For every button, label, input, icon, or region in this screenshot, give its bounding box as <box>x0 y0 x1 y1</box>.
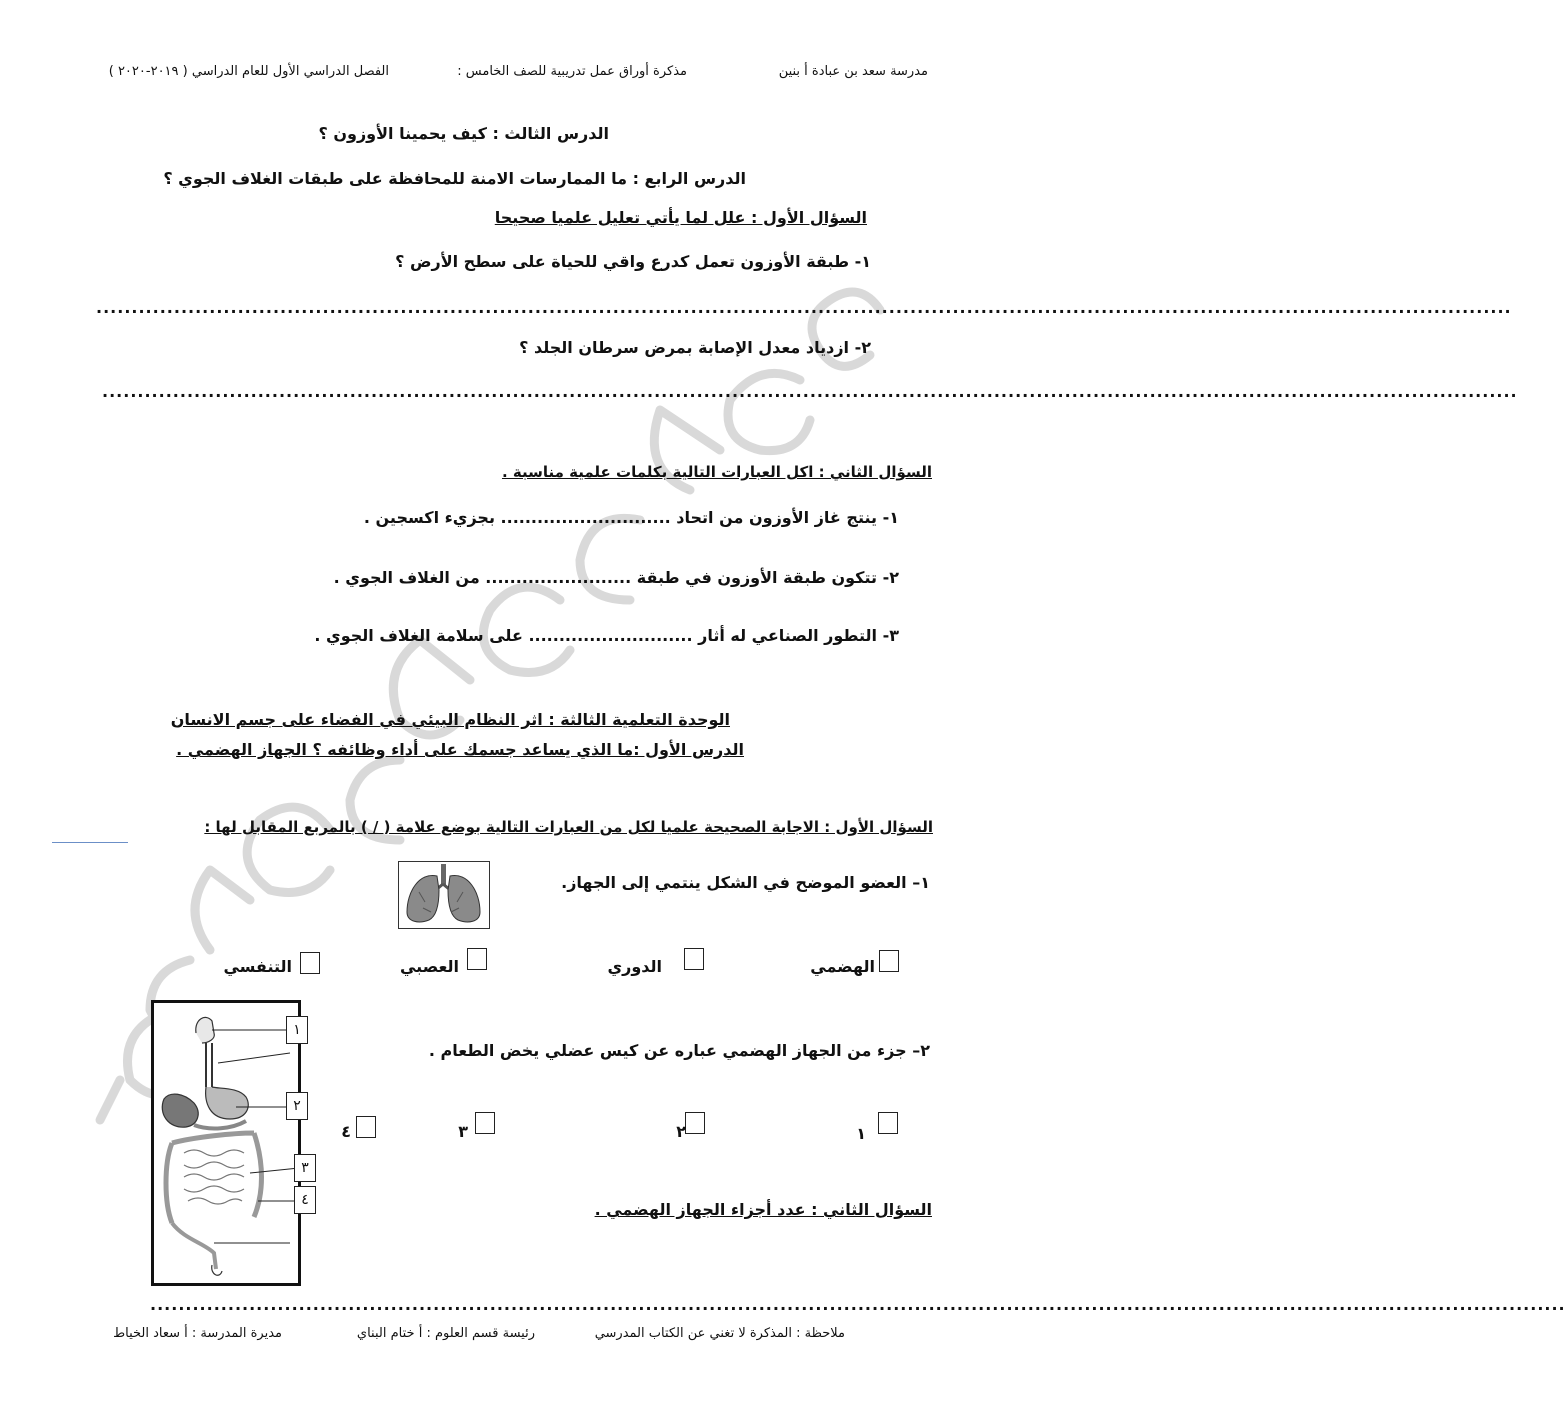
lesson4-title: الدرس الرابع : ما الممارسات الامنة للمحافظة على طبقات الغلاف الجوي ؟ <box>163 169 746 188</box>
digestive-diagram <box>151 1000 301 1286</box>
option-digestive-label: الهضمي <box>810 957 875 976</box>
q2-title: السؤال الثاني : اكل العبارات التالية بكلمات علمية مناسبة . <box>501 463 932 481</box>
q1-item2: ٢- ازدياد معدل الإصابة بمرض سرطان الجلد ؟ <box>519 338 871 357</box>
option-3-checkbox[interactable] <box>475 1112 495 1134</box>
q1-title: السؤال الأول : علل لما يأتي تعليل علميا صحيحا <box>494 208 867 227</box>
answer-line-2[interactable]: ........................................................................................................................................................................................................ <box>102 382 1518 401</box>
option-1-label: ١ <box>856 1124 866 1143</box>
option-2-checkbox[interactable] <box>685 1112 705 1134</box>
option-circulatory-checkbox[interactable] <box>684 948 704 970</box>
option-4-checkbox[interactable] <box>356 1116 376 1138</box>
lungs-image <box>398 861 490 929</box>
diagram-label-3: ٣ <box>294 1154 316 1182</box>
diagram-label-4: ٤ <box>294 1186 316 1214</box>
answer-line-1[interactable]: ........................................................................................................................................................................................................ <box>96 298 1512 317</box>
option-nervous-checkbox[interactable] <box>467 948 487 970</box>
footer-principal: مديرة المدرسة : أ سعاد الخياط <box>113 1326 282 1341</box>
school-name: مدرسة سعد بن عبادة أ بنين <box>778 64 928 79</box>
memo-title: مذكرة أوراق عمل تدريبية للصف الخامس : <box>457 64 687 79</box>
mcq-q2: ٢– جزء من الجهاز الهضمي عباره عن كيس عضلي يخض الطعام . <box>428 1041 930 1060</box>
option-circulatory-label: الدوري <box>607 957 662 976</box>
fill-item2: ٢- تتكون طبقة الأوزون في طبقة ........................ من الغلاف الجوي . <box>333 568 899 587</box>
term-title: الفصل الدراسي الأول للعام الدراسي ( ٢٠١٩-٢٠٢٠ ) <box>108 64 389 79</box>
lesson3-title: الدرس الثالث : كيف يحمينا الأوزون ؟ <box>318 124 609 143</box>
diagram-label-2: ٢ <box>286 1092 308 1120</box>
unit3-lesson1: الدرس الأول :ما الذي يساعد جسمك على أداء وظائفه ؟ الجهاز الهضمي . <box>176 740 744 759</box>
mcq-q3-title: السؤال الثاني : عدد أجزاء الجهاز الهضمي . <box>594 1200 932 1219</box>
option-respiratory-label: التنفسي <box>223 957 292 976</box>
unit3-title: الوحدة التعلمية الثالثة : اثر النظام البيئي في الفضاء على جسم الانسان <box>170 710 730 729</box>
footer-note: ملاحظة : المذكرة لا تغني عن الكتاب المدرسي <box>594 1326 845 1341</box>
diagram-label-1: ١ <box>286 1016 308 1044</box>
option-nervous-label: العصبي <box>399 957 459 976</box>
mcq-title: السؤال الأول : الاجابة الصحيحة علميا لكل من العبارات التالية بوضع علامة ( / ) بالمربع المقابل لها : <box>204 818 933 836</box>
option-digestive-checkbox[interactable] <box>879 950 899 972</box>
answer-line-3[interactable]: ........................................................................................................................................................................................................ <box>150 1295 1566 1314</box>
option-3-label: ٣ <box>458 1122 468 1141</box>
fill-item3: ٣- التطور الصناعي له أثار ........................... على سلامة الغلاف الجوي . <box>314 626 899 645</box>
q1-item1: ١- طبقة الأوزون تعمل كدرع واقي للحياة على سطح الأرض ؟ <box>395 252 871 271</box>
option-respiratory-checkbox[interactable] <box>300 952 320 974</box>
digestive-system-icon <box>154 1003 298 1283</box>
lungs-icon <box>399 862 488 927</box>
option-2-label: ٢ <box>676 1122 686 1141</box>
mcq-q1: ١– العضو الموضح في الشكل ينتمي إلى الجهاز. <box>561 873 930 892</box>
fill-item1: ١- ينتج غاز الأوزون من اتحاد ............................ بجزيء اكسجين . <box>363 508 899 527</box>
option-4-label: ٤ <box>341 1122 351 1141</box>
option-1-checkbox[interactable] <box>878 1112 898 1134</box>
footer-department-head: رئيسة قسم العلوم : أ ختام البناي <box>356 1326 535 1341</box>
divider <box>52 842 128 843</box>
